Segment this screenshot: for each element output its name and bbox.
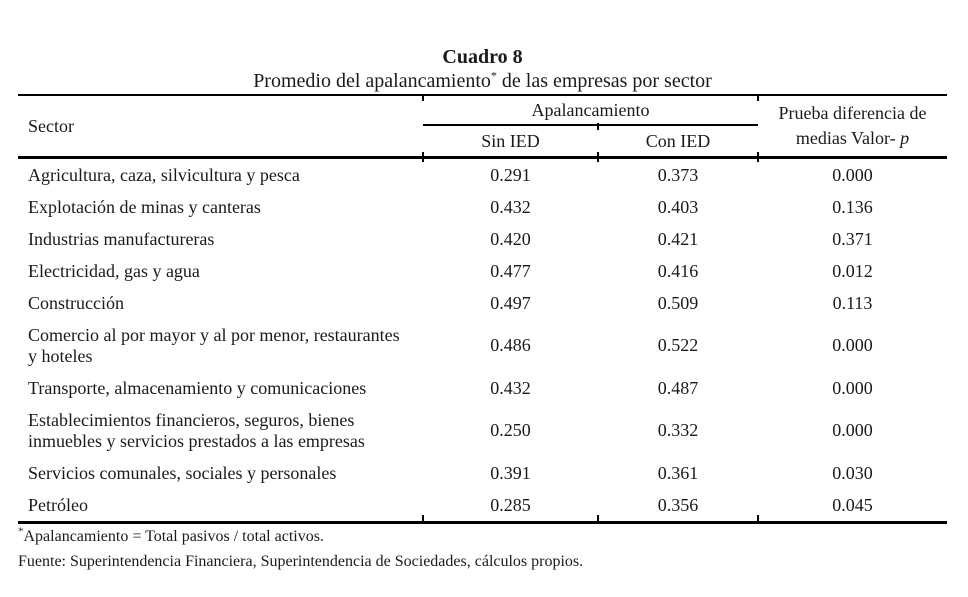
header-p-value <box>758 96 947 156</box>
table-row <box>18 457 947 489</box>
table-header <box>18 94 947 159</box>
table-row <box>18 223 947 255</box>
sector-cell: Explotación de minas y canteras <box>28 196 261 217</box>
sector-cell: Transporte, almacenamiento y comunicaciones <box>28 377 367 398</box>
sector-cell: Servicios comunales, sociales y personales <box>28 462 337 483</box>
table-footnotes <box>18 527 947 572</box>
con-ied-cell: 0.373 <box>657 164 699 185</box>
subtitle-text: Promedio del apalancamiento <box>253 70 491 92</box>
table-caption-number: Cuadro 8 <box>442 46 523 68</box>
con-ied-cell: 0.332 <box>657 420 699 440</box>
table-row <box>18 287 947 319</box>
con-ied-cell: 0.361 <box>657 462 699 483</box>
sin-ied-cell: 0.486 <box>490 335 531 355</box>
sector-cell: Construcción <box>28 292 124 313</box>
header-con-ied: Con IED <box>645 130 711 151</box>
p-value-cell: 0.012 <box>832 260 873 281</box>
header-group-title: Apalancamiento <box>423 96 758 126</box>
p-value-cell: 0.000 <box>832 377 873 398</box>
con-ied-cell: 0.522 <box>657 335 699 355</box>
table-row <box>18 404 947 457</box>
sin-ied-cell: 0.432 <box>490 377 531 398</box>
header-p-line2-text: medias Valor- <box>795 128 901 148</box>
footnote-source: Fuente: Superintendencia Financiera, Superintendencia de Sociedades, cálculos propios. <box>18 553 584 570</box>
table-row <box>18 159 947 191</box>
p-value-cell: 0.030 <box>832 462 873 483</box>
p-value-cell: 0.000 <box>832 164 873 185</box>
sin-ied-cell: 0.391 <box>490 462 531 483</box>
con-ied-cell: 0.487 <box>657 377 699 398</box>
con-ied-cell: 0.509 <box>657 292 699 313</box>
con-ied-cell: 0.421 <box>657 228 699 249</box>
sin-ied-cell: 0.291 <box>490 164 531 185</box>
header-sector: Sector <box>28 115 74 136</box>
sin-ied-cell: 0.497 <box>490 292 531 313</box>
sin-ied-cell: 0.477 <box>490 260 531 281</box>
con-ied-cell: 0.416 <box>657 260 699 281</box>
subtitle-asterisk: * <box>490 68 497 83</box>
table-row <box>18 255 947 287</box>
sin-ied-cell: 0.285 <box>490 494 531 515</box>
p-value-cell: 0.113 <box>832 292 873 313</box>
p-value-cell: 0.000 <box>832 420 873 440</box>
header-sin-ied: Sin IED <box>481 130 540 151</box>
con-ied-cell: 0.403 <box>657 196 699 217</box>
table-caption <box>18 46 947 94</box>
rule-tick <box>422 515 424 524</box>
rule-tick <box>757 515 759 524</box>
header-group-apalancamiento <box>423 96 758 156</box>
header-p-line1: Prueba diferencia de <box>778 103 927 123</box>
header-p-line2 <box>796 126 909 151</box>
sin-ied-cell: 0.432 <box>490 196 531 217</box>
table-row <box>18 319 947 372</box>
p-value-cell: 0.136 <box>832 196 873 217</box>
sector-cell: Establecimientos financieros, seguros, bienes inmuebles y servicios prestados a las empresas <box>28 409 365 451</box>
table-caption-title <box>18 68 947 94</box>
table-row <box>18 372 947 404</box>
sector-cell: Agricultura, caza, silvicultura y pesca <box>28 164 300 185</box>
rule-tick <box>597 515 599 524</box>
con-ied-cell: 0.356 <box>657 494 699 515</box>
footnote-definition <box>18 527 947 547</box>
p-value-cell: 0.371 <box>832 228 873 249</box>
table-body <box>18 159 947 524</box>
rule-tick <box>597 123 599 130</box>
footnote-asterisk: * <box>18 525 24 538</box>
subtitle-text-tail: de las empresas por sector <box>496 70 712 92</box>
sector-cell: Comercio al por mayor y al por menor, restaurantes y hoteles <box>28 324 400 366</box>
p-value-cell: 0.045 <box>832 494 873 515</box>
table-row <box>18 489 947 521</box>
header-subrow <box>423 126 758 156</box>
table-row <box>18 191 947 223</box>
sector-cell: Electricidad, gas y agua <box>28 260 200 281</box>
footnote-definition-text: Apalancamiento = Total pasivos / total activos. <box>23 528 324 545</box>
header-p-italic: p <box>900 128 910 148</box>
sector-cell: Industrias manufactureras <box>28 228 215 249</box>
leverage-table <box>18 94 947 524</box>
p-value-cell: 0.000 <box>832 335 873 355</box>
sector-cell: Petróleo <box>28 494 88 515</box>
sin-ied-cell: 0.420 <box>490 228 531 249</box>
sin-ied-cell: 0.250 <box>490 420 531 440</box>
